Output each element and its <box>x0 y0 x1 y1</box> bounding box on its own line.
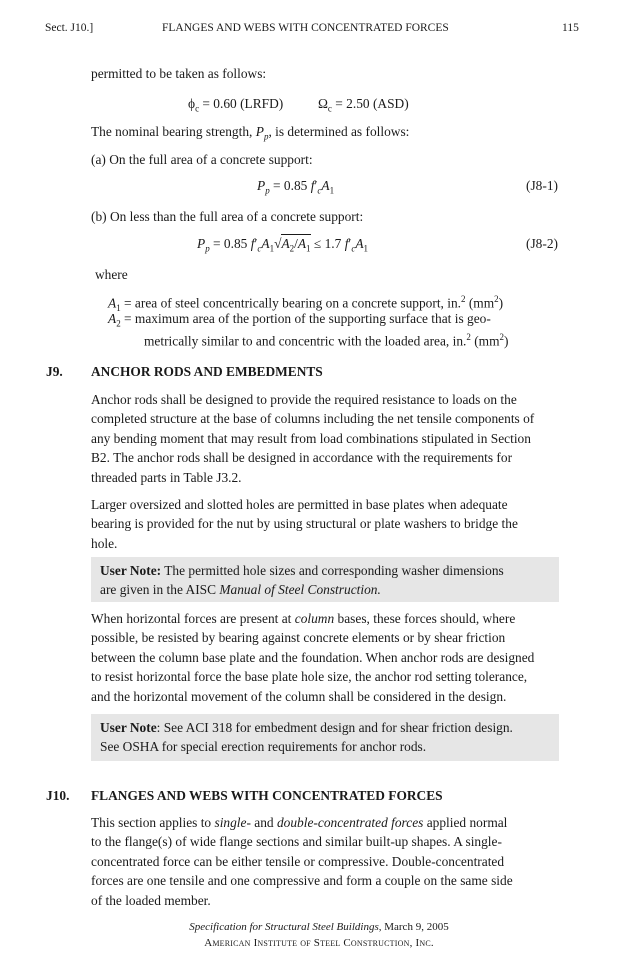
footer-publisher: American Institute of Steel Construction, Inc. <box>204 937 434 949</box>
j9-paragraph-2: Larger oversized and slotted holes are permitted in base plates when adequate bearing is provided for the nut by using structural or plate washers to bridge the hole. <box>91 497 518 551</box>
equation-j8-1: $P_p = 0.85$ $f'_cA_1$ <box>257 178 335 196</box>
j10-paragraph-1: This section applies to single- and double-concentrated forces applied normal to the flange(s) of wide flange sections and similar built-up shapes. A single- concentrated force can be either tensile or compressive. Double-concentrated forces are one tensile and one compressive and form a couple on the same side of the loaded member. <box>91 815 513 908</box>
equation-j8-2: $P_p = 0.85$ $f'_cA_1√A_2/A_1 \le 1.7$ $f'_cA_1$ <box>197 236 369 254</box>
user-note-1: User Note: The permitted hole sizes and corresponding washer dimensions are given in the AISC Manual of Steel Construction. <box>100 563 504 598</box>
footer-citation: Specification for Structural Steel Buildings, March 9, 2005 <box>189 921 449 933</box>
section-j9-title: ANCHOR RODS AND EMBEDMENTS <box>91 364 323 379</box>
user-note-2: User Note: See ACI 318 for embedment design and for shear friction design. See OSHA for special erection requirements for anchor rods. <box>100 720 513 755</box>
j9-paragraph-1: Anchor rods shall be designed to provide the required resistance to loads on the completed structure at the base of columns including the net tensile components of any bending moment that may result from load combinations stipulated in Section B2. The anchor rods shall be designed in accordance with the requirements for threaded parts in Table J3.2. <box>91 392 535 485</box>
section-j9-number: J9. <box>46 364 63 379</box>
page-number: 115 <box>562 22 579 34</box>
section-j10-title: FLANGES AND WEBS WITH CONCENTRATED FORCES <box>91 788 443 803</box>
section-j10-number: J10. <box>46 788 70 803</box>
resistance-factors: $\phi_c = 0.60$ (LRFD) $\Omega_c = 2.50$ (ASD) <box>188 96 409 114</box>
where-label: where <box>95 267 128 282</box>
equation-number-j8-2: (J8-2) <box>526 236 558 251</box>
case-b-label: (b) On less than the full area of a concrete support: <box>91 209 364 224</box>
definition-a2-line2: metrically similar to and concentric with the loaded area, in.$^2$ $(mm^2)$ <box>144 332 509 349</box>
intro-line: permitted to be taken as follows: <box>91 66 267 81</box>
j9-paragraph-3: When horizontal forces are present at column bases, these forces should, where possible, be resisted by bearing against concrete elements or by shear friction between the column base plate and the foundation. When anchor rods are designed to resist horizontal force the base plate hole size, the anchor rod setting tolerance, and the horizontal movement of the column shall be considered in the design. <box>91 611 535 704</box>
case-a-label: (a) On the full area of a concrete support: <box>91 152 313 167</box>
nominal-strength-text: The nominal bearing strength, $P_p$, is determined as follows: <box>91 124 410 142</box>
definition-a1: $A_1$ = area of steel concentrically bearing on a concrete support, in.$^2$ $(mm^2)$ <box>108 294 504 314</box>
definition-a2-line1: $A_2$ = maximum area of the portion of the supporting surface that is geo- <box>108 311 491 329</box>
equation-number-j8-1: (J8-1) <box>526 178 558 193</box>
header-title: FLANGES AND WEBS WITH CONCENTRATED FORCES <box>162 22 449 34</box>
header-section: Sect. J10.] <box>45 22 94 34</box>
